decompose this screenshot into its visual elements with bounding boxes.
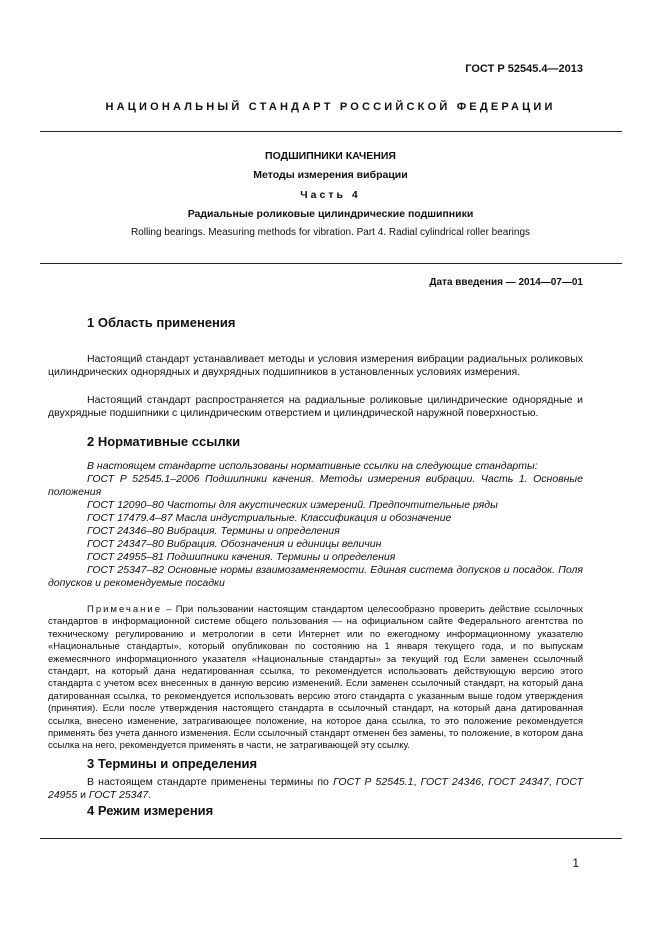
reference-item: ГОСТ 24346–80 Вибрация. Термины и определения bbox=[87, 525, 340, 537]
note-text: – При пользовании настоящим стандартом целесообразно проверить действие ссылочных стандартов в информационной системе общего пользования — на официальном сайте Федерального агентства по техническому регулированию и метрологии в сети Интернет или по ежегодному информационному указателю «Национальные стандарты», который опубликован по состоянию на 1 января текущего года, и по выпускам ежемесячного информационного указателя «Национальные стандарты» за текущий год Если заменен ссылочный стандарт, на который дана недатированная ссылка, то рекомендуется использовать действующую версию этого стандарта с учетом всех внесенных в данную версию изменений. Если заменен ссылочный стандарт, на который дана датированная ссылка, то рекомендуется использовать версию этого стандарта с указанным выше годом утверждения (принятия). Если после утверждения настоящего стандарта в ссылочный стандарт, на который дана датированная ссылка, внесено изменение, затрагивающее положение, на которое дана ссылка, то это положение рекомендуется применять без учета данного изменения. Если ссылочный стандарт отменен без замены, то положение, в котором дана ссылка на него, рекомендуется применять в части, не затрагивающей эту ссылку. bbox=[48, 604, 583, 752]
reference-item: ГОСТ 25347–82 Основные нормы взаимозаменяемости. Единая система допусков и посадок. Поля допусков и рекомендуемые посадки bbox=[48, 564, 583, 589]
reference-link: ГОСТ 24346 bbox=[420, 776, 482, 788]
section-1-heading: 1 Область применения bbox=[87, 315, 236, 330]
top-divider bbox=[40, 131, 622, 132]
reference-item: ГОСТ 24955–81 Подшипники качения. Термины и определения bbox=[87, 551, 396, 563]
title-line-4: Радиальные роликовые цилиндрические подшипники bbox=[187, 208, 474, 220]
separator: , bbox=[413, 776, 421, 788]
normative-references-list bbox=[48, 460, 583, 590]
note-label: Примечание bbox=[87, 604, 162, 615]
period: . bbox=[148, 789, 152, 801]
reference-link: ГОСТ 24347 bbox=[488, 776, 549, 788]
title-english: Rolling bearings. Measuring methods for vibration. Part 4. Radial cylindrical roller bearings bbox=[130, 227, 531, 238]
section-2-heading: 2 Нормативные ссылки bbox=[87, 434, 241, 449]
section-1-paragraph-1: Настоящий стандарт устанавливает методы и условия измерения вибрации радиальных роликовых цилиндрических однорядных и двухрядных подшипников в установленных условиях измерения. bbox=[48, 353, 583, 378]
page-number: 1 bbox=[572, 856, 579, 870]
title-divider bbox=[40, 263, 622, 264]
national-standard-title: НАЦИОНАЛЬНЫЙ СТАНДАРТ РОССИЙСКОЙ ФЕДЕРАЦИИ bbox=[105, 101, 556, 113]
reference-item: ГОСТ 24347–80 Вибрация. Обозначения и единицы величин bbox=[87, 538, 382, 550]
title-part: Часть 4 bbox=[300, 189, 361, 201]
introduction-date: Дата введения — 2014—07—01 bbox=[429, 277, 583, 288]
references-intro: В настоящем стандарте использованы нормативные ссылки на следующие стандарты: bbox=[87, 460, 538, 472]
bottom-divider bbox=[40, 838, 622, 839]
section-3-paragraph bbox=[48, 776, 583, 802]
reference-link: ГОСТ 25347 bbox=[88, 789, 149, 801]
section-1-paragraph-2: Настоящий стандарт распространяется на радиальные роликовые цилиндрические однорядные и двухрядные подшипники с цилиндрическим отверстием и цилиндрической наружной поверхностью. bbox=[48, 394, 583, 419]
title-line-2: Методы измерения вибрации bbox=[253, 169, 408, 181]
reference-item: ГОСТ 17479.4–87 Масла индустриальные. Классификация и обозначение bbox=[87, 512, 452, 524]
reference-item: ГОСТ Р 52545.1–2006 Подшипники качения. Методы измерения вибрации. Часть 1. Основные положения bbox=[48, 473, 583, 498]
section-4-heading: 4 Режим измерения bbox=[87, 803, 214, 818]
reference-link: ГОСТ Р 52545.1 bbox=[333, 776, 414, 788]
section-3-text: В настоящем стандарте применены термины по bbox=[87, 776, 334, 788]
note-paragraph bbox=[48, 604, 583, 753]
separator: , bbox=[481, 776, 489, 788]
conjunction: и bbox=[77, 789, 89, 801]
title-line-1: ПОДШИПНИКИ КАЧЕНИЯ bbox=[265, 150, 396, 162]
section-3-heading: 3 Термины и определения bbox=[87, 756, 258, 771]
separator: , bbox=[548, 776, 556, 788]
reference-link: ГОСТ 24955 bbox=[48, 776, 583, 801]
reference-item: ГОСТ 12090–80 Частоты для акустических измерений. Предпочтительные ряды bbox=[87, 499, 498, 511]
document-code: ГОСТ Р 52545.4—2013 bbox=[465, 63, 583, 75]
